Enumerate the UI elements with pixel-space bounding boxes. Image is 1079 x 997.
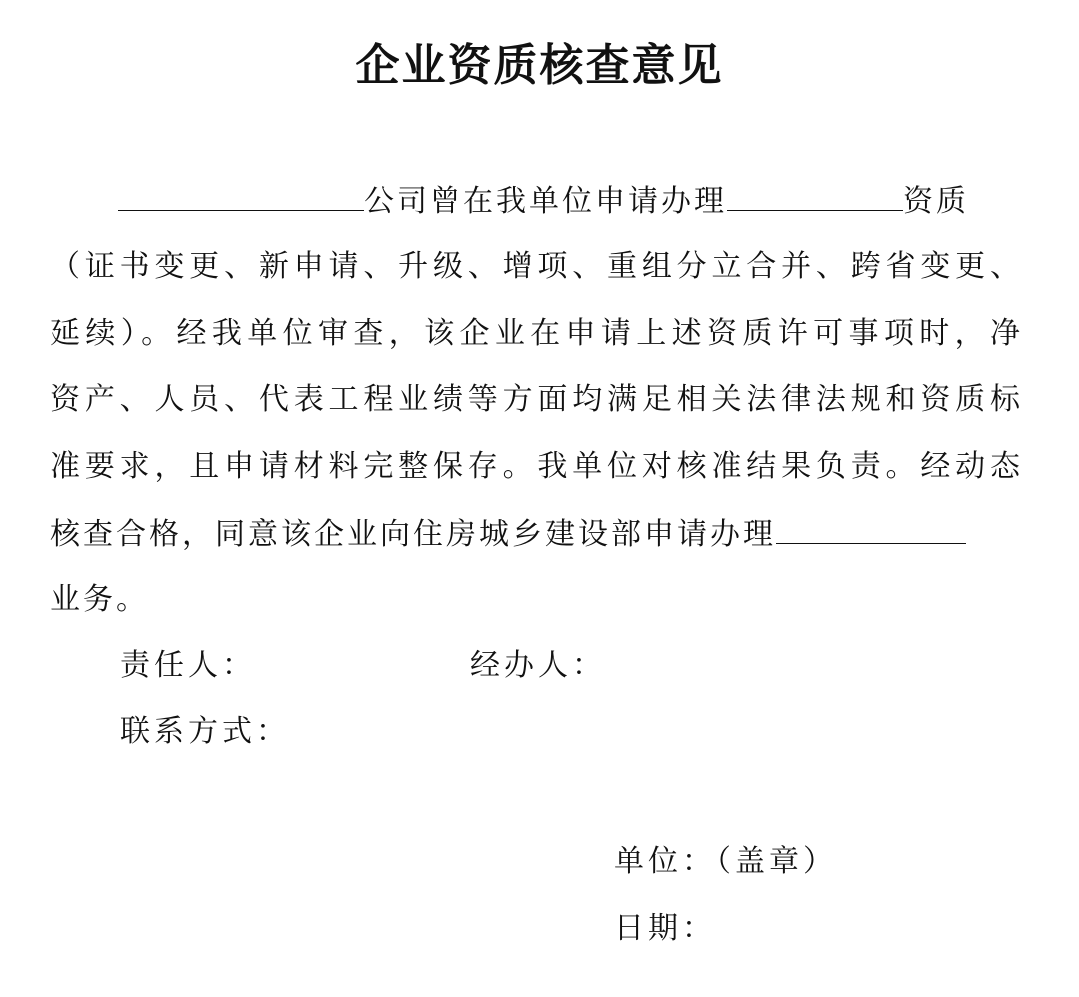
page-title: 企业资质核查意见 [355,40,724,91]
paragraph-line-1-end: 资质 [903,184,969,219]
paragraph-line-6 [50,513,966,555]
unit-seal-label: 单位：（盖章） [614,844,837,879]
company-name-blank[interactable] [118,180,364,211]
qualification-type-blank[interactable] [727,180,903,211]
paragraph-line-2: （证书变更、新申请、升级、增项、重组分立合并、跨省变更、 [50,249,1020,284]
responsible-person-label: 责任人： [120,648,256,683]
contact-label: 联系方式： [120,714,290,749]
business-type-blank[interactable] [776,513,966,544]
date-label: 日期： [614,911,716,946]
paragraph-line-5: 准要求，且申请材料完整保存。我单位对核准结果负责。经动态 [50,449,1020,484]
paragraph-line-4: 资产、人员、代表工程业绩等方面均满足相关法律法规和资质标 [50,382,1020,417]
paragraph-line-1-text: 公司曾在我单位申请办理 [364,184,727,219]
handler-label: 经办人： [470,648,606,683]
paragraph-line-7: 业务。 [50,582,149,617]
paragraph-line-1 [118,180,969,222]
paragraph-line-6-text: 核查合格，同意该企业向住房城乡建设部申请办理 [50,517,776,552]
paragraph-line-3: 延续）。经我单位审查，该企业在申请上述资质许可事项时，净 [50,316,1020,351]
